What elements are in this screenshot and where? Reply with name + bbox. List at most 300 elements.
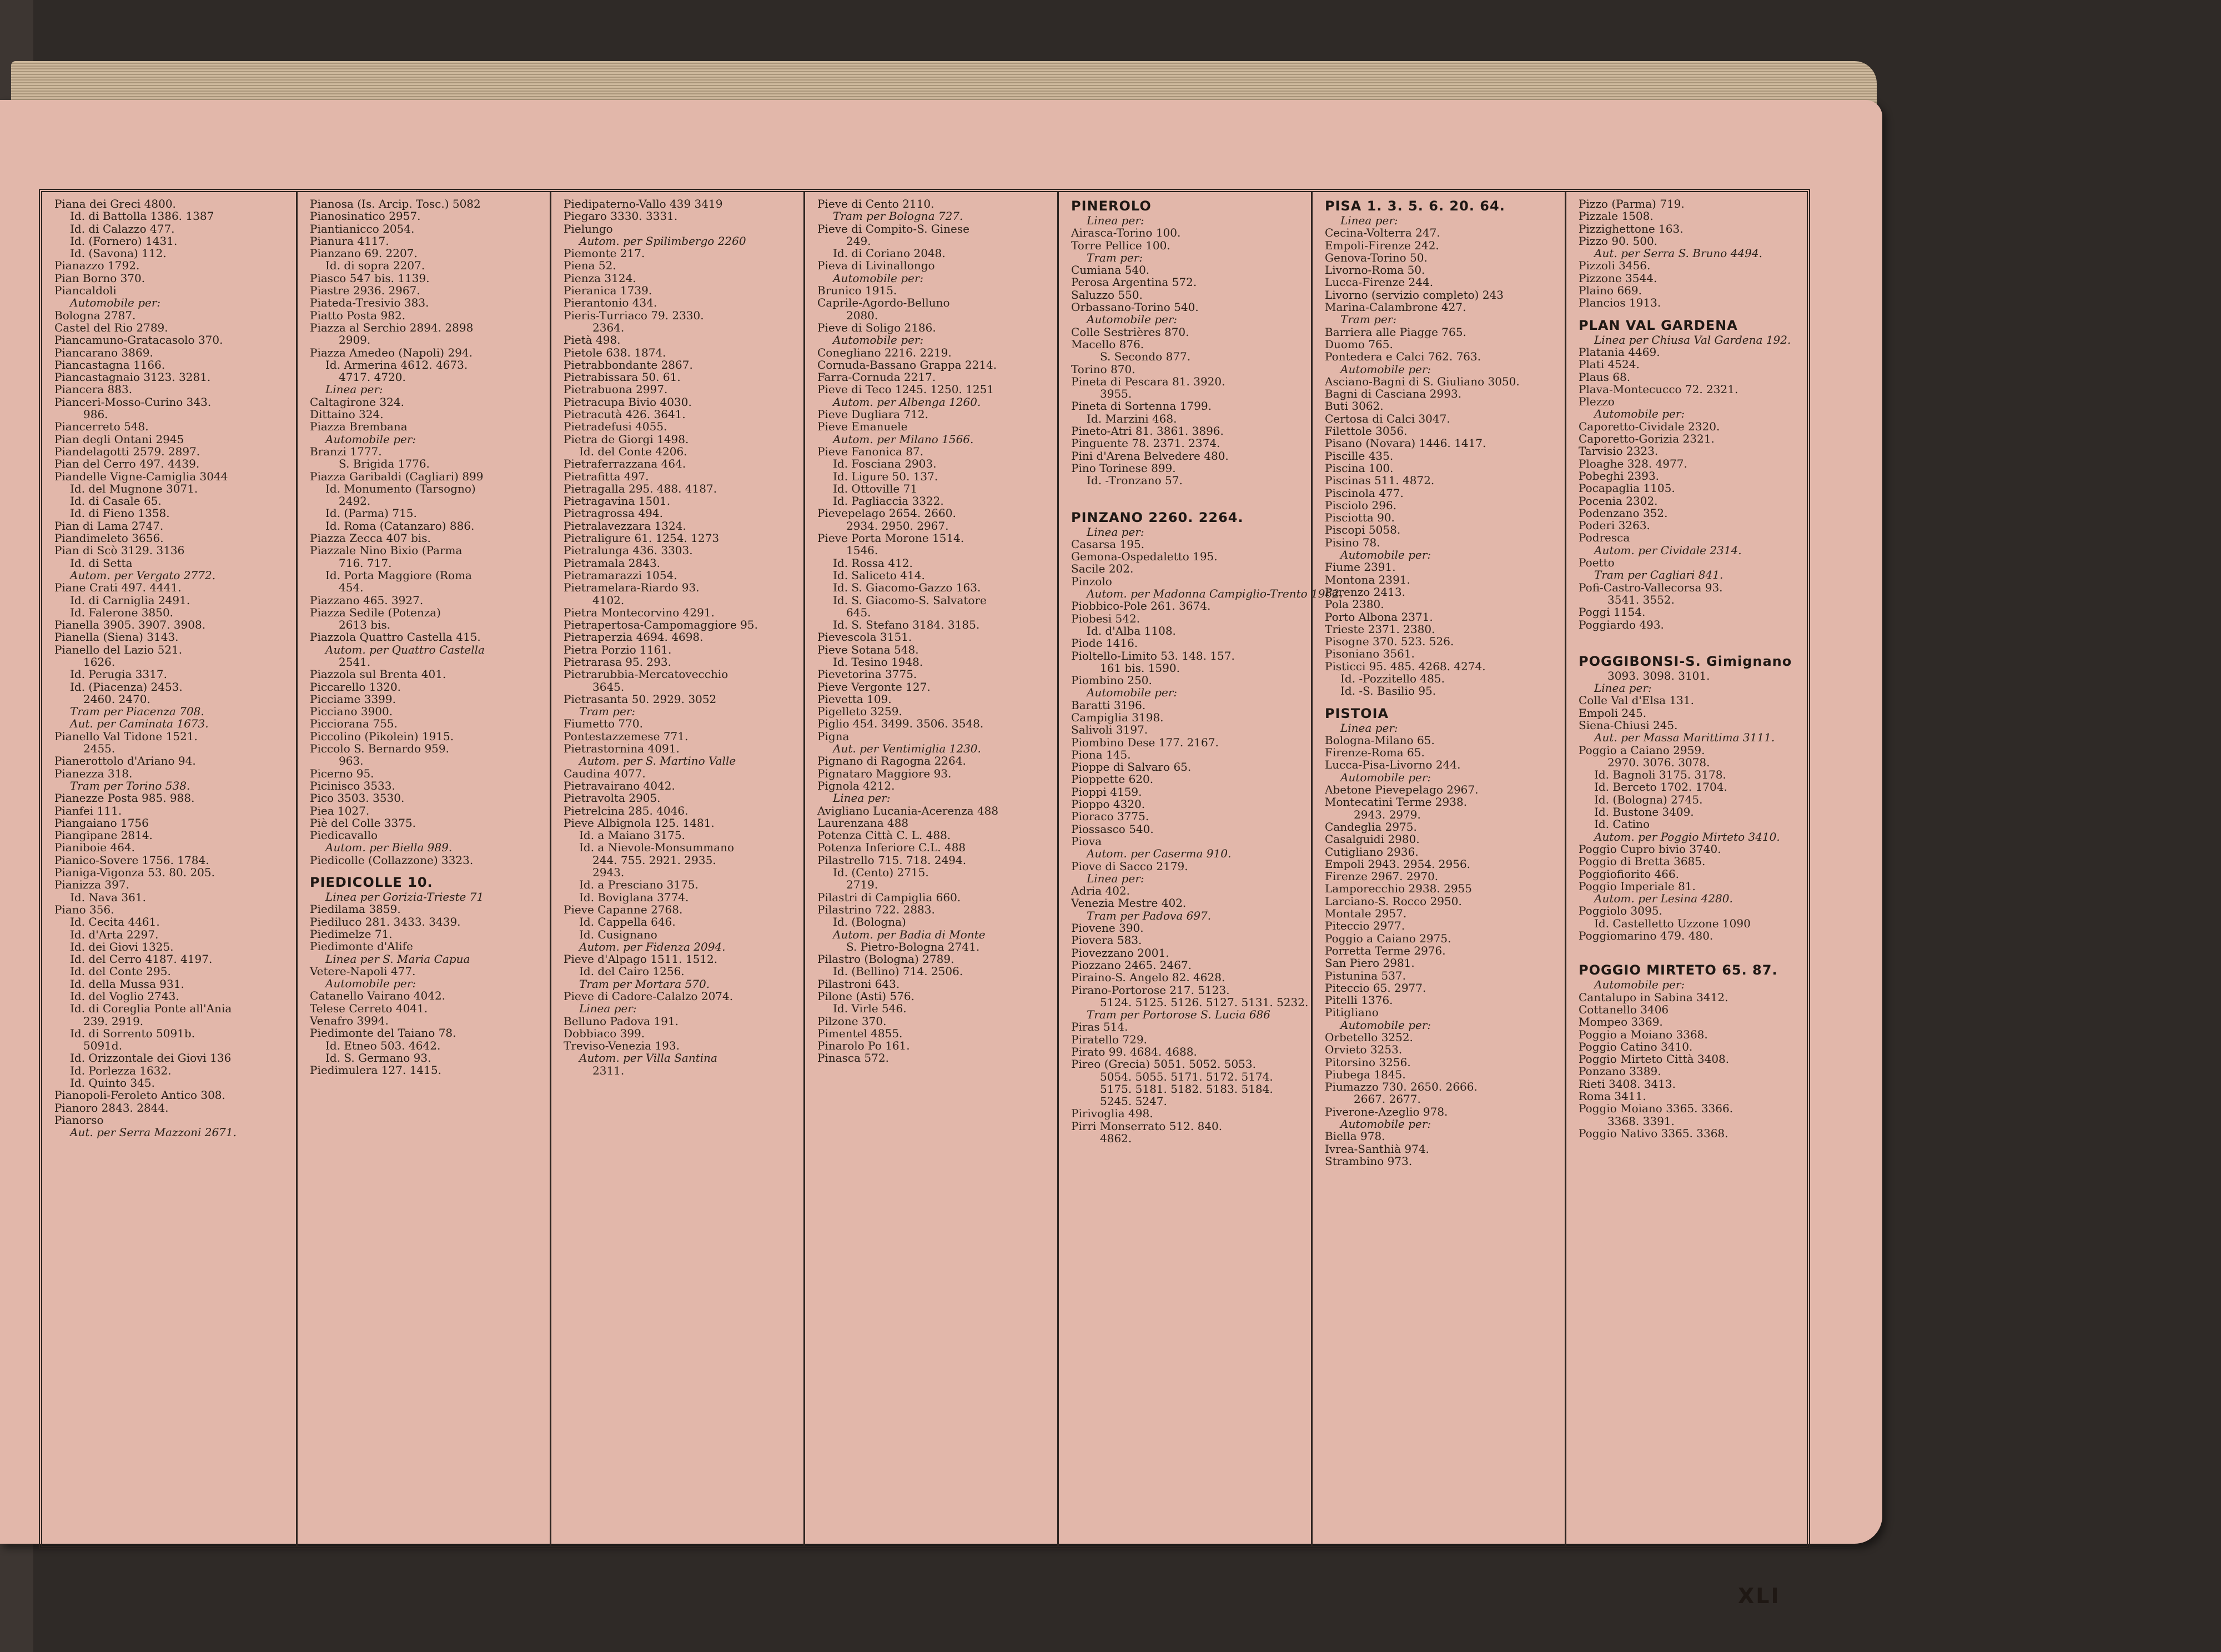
index-entry: Pisogne 370. 523. 526. [1325, 635, 1454, 649]
column-4-entries [817, 198, 1053, 1064]
index-entry: Piane Crati 497. 4441. [54, 581, 182, 595]
index-entry: Piè del Colle 3375. [310, 816, 416, 830]
index-entry: Piazzale Nino Bixio (Parma [310, 544, 463, 558]
index-entry: Autom. per Vergato 2772. [70, 568, 216, 582]
index-entry: Plancios 1913. [1579, 296, 1661, 310]
index-entry: Pino Torinese 899. [1071, 461, 1176, 475]
index-entry: Id. (Fornero) 1431. [70, 234, 178, 248]
index-entry: Pietrabuona 2997. [564, 383, 668, 396]
index-entry: Automobile per: [1087, 686, 1178, 700]
index-entry: 3093. 3098. 3101. [1607, 669, 1710, 682]
index-entry: Tram per: [1340, 313, 1397, 327]
section-heading-pinerolo: PINEROLO [1071, 198, 1152, 214]
index-entry: Pilastri di Campiglia 660. [817, 890, 961, 904]
index-entry: Linea per Chiusa Val Gardena 192. [1594, 333, 1791, 347]
index-entry: Pierantonio 434. [564, 296, 657, 310]
index-entry: Id. del Conte 295. [70, 965, 171, 978]
index-entry: Id. S. Giacomo-Gazzo 163. [833, 581, 981, 595]
index-entry: Pisoniano 3561. [1325, 647, 1415, 661]
index-entry: Pietrafitta 497. [564, 469, 649, 483]
index-entry: 161 bis. 1590. [1100, 661, 1180, 675]
index-entry: Pieris-Turriaco 79. 2330. [564, 308, 704, 322]
index-entry: Linea per: [1087, 525, 1144, 539]
index-entry: Gemona-Ospedaletto 195. [1071, 550, 1218, 564]
index-entry: Caudina 4077. [564, 766, 646, 780]
index-entry: 986. [83, 408, 108, 421]
index-entry: Pilastroni 643. [817, 977, 900, 991]
index-entry: Piancastagnaio 3123. 3281. [54, 370, 211, 384]
index-entry: Laurenzana 488 [817, 816, 909, 830]
index-entry: Piandelle Vigne-Camiglia 3044 [54, 469, 228, 483]
index-entry: Linea per: [833, 791, 891, 805]
index-entry: Id. Roma (Catanzaro) 886. [325, 519, 475, 533]
index-entry: Piancaldoli [54, 284, 117, 298]
index-entry: Pistunina 537. [1325, 968, 1406, 982]
index-entry: Pieve di Soligo 2186. [817, 320, 936, 334]
index-entry: Piumazzo 730. 2650. 2666. [1325, 1080, 1478, 1094]
index-entry: Colle Val d'Elsa 131. [1579, 694, 1694, 707]
index-entry: Pianazzo 1792. [54, 259, 140, 273]
index-entry: Poggio Mirteto Città 3408. [1579, 1052, 1730, 1066]
column-7d-entries [1579, 978, 1802, 1139]
index-entry: Piedipaterno-Vallo 439 3419 [564, 197, 723, 210]
index-entry: Torre Pellice 100. [1071, 238, 1170, 252]
index-entry: Empoli 2943. 2954. 2956. [1325, 857, 1471, 871]
index-entry: Pietrabissara 50. 61. [564, 370, 681, 384]
index-entry: Autom. per Badia di Monte [833, 927, 986, 941]
index-entry: Ivrea-Santhià 974. [1325, 1142, 1429, 1156]
index-entry: Cantalupo in Sabina 3412. [1579, 990, 1728, 1004]
index-entry: Automobile per: [1087, 313, 1178, 327]
index-entry: Aut. per Serra Mazzoni 2671. [70, 1126, 237, 1139]
index-entry: Pioppette 620. [1071, 772, 1154, 786]
index-entry: Linea per: [579, 1002, 637, 1016]
index-entry: Id. Porlezza 1632. [70, 1063, 172, 1077]
index-entry: Pilastrello 715. 718. 2494. [817, 853, 967, 867]
index-entry: Pineta di Sortenna 1799. [1071, 399, 1212, 413]
index-entry: Id. di sopra 2207. [325, 259, 425, 273]
index-entry: Id. di Fieno 1358. [70, 506, 170, 520]
index-entry: Poetto [1579, 556, 1615, 570]
index-entry: Piazza al Serchio 2894. 2898 [310, 320, 474, 334]
index-entry: Aut. per Ventimiglia 1230. [833, 742, 981, 756]
index-entry: Pietralunga 436. 3303. [564, 544, 693, 558]
index-entry: Poggiolo 3095. [1579, 904, 1662, 918]
index-entry: Id. Saliceto 414. [833, 568, 925, 582]
index-entry: Caltagirone 324. [310, 395, 404, 409]
index-entry: Id. S. Stefano 3184. 3185. [833, 618, 980, 632]
section-heading-pinzano: PINZANO 2260. 2264. [1071, 509, 1244, 525]
index-entry: Piastre 2936. 2967. [310, 284, 420, 298]
index-entry: Pieve Capanne 2768. [564, 902, 683, 916]
index-entry: Id. di Setta [70, 556, 133, 570]
index-entry: Id. Ottoville 71 [833, 481, 918, 495]
index-entry: Pilastro (Bologna) 2789. [817, 952, 954, 966]
index-entry: Pietraferrazzana 464. [564, 457, 686, 471]
index-entry: Pietralavezzara 1324. [564, 519, 686, 533]
index-entry: Plava-Montecucco 72. 2321. [1579, 382, 1738, 396]
index-entry: Pinasca 572. [817, 1051, 889, 1065]
index-entry: Piubega 1845. [1325, 1067, 1406, 1081]
index-entry: Autom. per Spilimbergo 2260 [579, 234, 746, 248]
index-entry: 2460. 2470. [83, 692, 150, 706]
index-entry: Pianezza 318. [54, 766, 133, 780]
index-entry: Poggi 1154. [1579, 605, 1646, 619]
index-entry: Autom. per Biella 989. [325, 841, 453, 855]
index-entry: 2311. [592, 1063, 625, 1077]
index-entry: Tram per Cagliari 841. [1594, 568, 1723, 582]
index-entry: Pioltello-Limito 53. 148. 157. [1071, 649, 1235, 662]
index-entry: Poderi 3263. [1579, 519, 1650, 533]
index-entry: 4102. [592, 593, 625, 607]
index-entry: Pioppo 4320. [1071, 797, 1145, 811]
index-entry: Pobeghi 2393. [1579, 469, 1660, 483]
index-entry: Pola 2380. [1325, 597, 1384, 611]
index-entry: Id. a Presciano 3175. [579, 878, 699, 892]
column-6 [1311, 192, 1565, 1546]
index-entry: Autom. per Milano 1566. [833, 432, 974, 446]
index-entry: Picerno 95. [310, 766, 374, 780]
index-entry: Pietà 498. [564, 333, 621, 347]
index-entry: Branzi 1777. [310, 444, 382, 458]
index-entry: 2943. 2979. [1354, 807, 1421, 821]
index-entry: Id. d'Alba 1108. [1087, 624, 1176, 637]
index-entry: Podenzano 352. [1579, 506, 1668, 520]
index-entry: Piovene 390. [1071, 921, 1144, 935]
index-entry: Pievepelago 2654. 2660. [817, 506, 956, 520]
index-entry: Casarsa 195. [1071, 537, 1145, 551]
index-entry: Macello 876. [1071, 337, 1144, 351]
index-entry: Automobile per: [1340, 548, 1431, 562]
index-entry: Automobile per: [325, 432, 416, 446]
column-6b-entries [1325, 722, 1560, 1168]
index-entry: Piteccio 65. 2977. [1325, 981, 1426, 995]
index-entry: Id. Falerone 3850. [70, 605, 174, 619]
index-entry: Montale 2957. [1325, 907, 1407, 921]
index-entry: Id. Armerina 4612. 4673. [325, 358, 468, 371]
index-entry: Automobile per: [1340, 1117, 1431, 1131]
index-entry: Pietracupa Bivio 4030. [564, 395, 692, 409]
section-heading-poggibonsi: POGGIBONSI-S. Gimignano [1579, 653, 1792, 669]
index-entry: Piateda-Tresivio 383. [310, 296, 429, 310]
index-entry: Castel del Rio 2789. [54, 320, 168, 334]
index-entry: Pieve di Cento 2110. [817, 197, 934, 210]
index-entry: Rieti 3408. 3413. [1579, 1077, 1676, 1091]
index-entry: Airasca-Torino 100. [1071, 226, 1181, 240]
index-entry: Pieva di Livinallongo [817, 259, 935, 273]
index-entry: Id. Berceto 1702. 1704. [1594, 780, 1727, 794]
column-3 [550, 192, 803, 1546]
index-entry: Id. -Pozzitello 485. [1340, 671, 1445, 685]
index-entry: Cornuda-Bassano Grappa 2214. [817, 358, 997, 371]
index-entry: Platania 4469. [1579, 345, 1660, 359]
index-entry: 5124. 5125. 5126. 5127. 5131. 5232. [1100, 995, 1309, 1009]
column-7b-entries [1579, 334, 1802, 631]
index-entry: Filettole 3056. [1325, 424, 1408, 438]
index-entry: 244. 755. 2921. 2935. [592, 853, 716, 867]
index-entry: Lamporecchio 2938. 2955 [1325, 882, 1472, 896]
index-entry: 3541. 3552. [1607, 592, 1675, 606]
index-entry: Pisano (Novara) 1446. 1417. [1325, 436, 1486, 450]
index-entry: Empoli 245. [1579, 706, 1647, 720]
index-entry: Id. Castelletto Uzzone 1090 [1594, 916, 1751, 930]
index-entry: Pizzo (Parma) 719. [1579, 197, 1685, 210]
index-entry: Pieve di Teco 1245. 1250. 1251 [817, 383, 994, 396]
index-entry: Porto Albona 2371. [1325, 610, 1433, 624]
index-entry: Id. di Calazzo 477. [70, 222, 175, 235]
index-entry: Piedicolle (Collazzone) 3323. [310, 853, 474, 867]
index-entry: Pisticci 95. 485. 4268. 4274. [1325, 659, 1486, 673]
index-entry: Pian di Lama 2747. [54, 519, 164, 533]
index-entry: Baratti 3196. [1071, 698, 1146, 712]
index-entry: Id. S. Germano 93. [325, 1051, 431, 1064]
index-entry: Automobile per: [1340, 1018, 1431, 1032]
index-entry: Automobile per: [1340, 770, 1431, 784]
index-entry: Potenza Inferiore C.L. 488 [817, 841, 966, 855]
index-entry: Id. del Cairo 1256. [579, 965, 685, 978]
index-entry: Pignola 4212. [817, 779, 895, 792]
index-entry: Piscinola 477. [1325, 486, 1404, 500]
index-entry: Pieve Porta Morone 1514. [817, 531, 964, 545]
index-entry: Saluzzo 550. [1071, 288, 1143, 302]
index-entry: Piancerreto 548. [54, 420, 149, 434]
index-entry: Pietrelcina 285. 4046. [564, 804, 689, 817]
index-entry: Adria 402. [1071, 884, 1130, 898]
index-entry: Picciano 3900. [310, 705, 393, 719]
index-entry: Id. (Cento) 2715. [833, 866, 929, 880]
index-entry: Pietradefusi 4055. [564, 420, 667, 434]
index-entry: Plaino 669. [1579, 284, 1642, 298]
index-frame [39, 189, 1810, 1549]
index-entry: Picciame 3399. [310, 692, 396, 706]
index-entry: Pocenia 2302. [1579, 494, 1658, 508]
index-entry: Pioppi 4159. [1071, 785, 1142, 799]
index-entry: Piandimeleto 3656. [54, 531, 164, 545]
index-entry: Piglio 454. 3499. 3506. 3548. [817, 717, 984, 731]
index-entry: 2492. [339, 494, 371, 508]
index-entry: Linea per: [1087, 214, 1144, 227]
index-entry: Id. Nava 361. [70, 890, 146, 904]
index-entry: Cutigliano 2936. [1325, 845, 1419, 858]
index-entry: Piazza Sedile (Potenza) [310, 605, 441, 619]
index-entry: Firenze-Roma 65. [1325, 746, 1425, 760]
index-entry: Id. a Nievole-Monsummano [579, 841, 735, 855]
index-entry: Larciano-S. Rocco 2950. [1325, 894, 1462, 908]
index-entry: Pianura 4117. [310, 234, 389, 248]
index-entry: Pianizza 397. [54, 878, 129, 892]
index-entry: 2455. [83, 742, 115, 756]
index-entry: Trieste 2371. 2380. [1325, 622, 1435, 636]
index-entry: Pietrarubbia-Mercatovecchio [564, 667, 728, 681]
index-entry: Pioraco 3775. [1071, 810, 1149, 824]
index-entry: Parenzo 2413. [1325, 585, 1405, 599]
index-entry: Piazzola Quattro Castella 415. [310, 630, 481, 644]
index-entry: 239. 2919. [83, 1014, 144, 1028]
index-entry: Asciano-Bagni di S. Giuliano 3050. [1325, 374, 1520, 388]
index-entry: Piazza Garibaldi (Cagliari) 899 [310, 469, 484, 483]
index-entry: 3645. [592, 680, 625, 694]
index-entry: Autom. per Quattro Castella [325, 642, 485, 656]
index-entry: Poggio a Caiano 2959. [1579, 743, 1705, 757]
index-entry: Piraino-S. Angelo 82. 4628. [1071, 971, 1225, 985]
index-entry: Id. (Piacenza) 2453. [70, 680, 183, 694]
index-entry: Id. dei Giovi 1325. [70, 940, 174, 953]
index-entry: Montecatini Terme 2938. [1325, 795, 1468, 809]
index-entry: Cecina-Volterra 247. [1325, 226, 1440, 240]
column-1-entries [54, 198, 292, 1139]
index-entry: 4862. [1100, 1132, 1132, 1146]
index-entry: Pinzolo [1071, 574, 1112, 588]
index-entry: Orbetello 3252. [1325, 1031, 1413, 1044]
index-entry: Pietramelara-Riardo 93. [564, 581, 700, 595]
index-entry: 645. [846, 605, 871, 619]
index-entry: Pisino 78. [1325, 535, 1380, 549]
index-entry: Piancamuno-Gratacasolo 370. [54, 333, 223, 347]
index-entry: Fiumetto 770. [564, 717, 643, 731]
index-entry: Pietrabbondante 2867. [564, 358, 693, 371]
index-entry: Pieve Sotana 548. [817, 642, 919, 656]
index-entry: Autom. per Villa Santina [579, 1051, 717, 1065]
index-entry: Piemonte 217. [564, 247, 645, 260]
index-entry: Poggio a Moiano 3368. [1579, 1027, 1708, 1041]
index-entry: Pianzano 69. 2207. [310, 247, 418, 260]
index-entry: Pofi-Castro-Vallecorsa 93. [1579, 580, 1723, 594]
index-entry: Id. di Battolla 1386. 1387 [70, 209, 214, 223]
index-entry: Torino 870. [1071, 362, 1135, 376]
index-entry: Pietole 638. 1874. [564, 345, 666, 359]
index-entry: Piatto Posta 982. [310, 308, 406, 322]
index-entry: Pietra Montecorvino 4291. [564, 605, 715, 619]
index-entry: Pieve Emanuele [817, 420, 908, 434]
index-entry: Pizzighettone 163. [1579, 222, 1684, 235]
index-entry: Poggiomarino 479. 480. [1579, 929, 1714, 943]
index-entry: Pianoro 2843. 2844. [54, 1101, 169, 1114]
index-entry: Id. di Sorrento 5091b. [70, 1026, 195, 1040]
index-entry: Picciorana 755. [310, 717, 398, 731]
index-entry: Automobile per: [70, 296, 161, 310]
index-entry: 1626. [83, 655, 115, 669]
index-entry: S. Brigida 1776. [339, 457, 430, 471]
index-entry: Piazza Brembana [310, 420, 408, 434]
index-entry: Linea per: [1594, 681, 1652, 695]
index-entry: Piano 356. [54, 902, 114, 916]
index-entry: Marina-Calambrone 427. [1325, 300, 1466, 314]
index-entry: Id. (Bellino) 714. 2506. [833, 965, 963, 978]
index-entry: Tram per Bologna 727. [833, 209, 963, 223]
index-entry: Pietravairano 4042. [564, 779, 675, 792]
index-entry: Pianezze Posta 985. 988. [54, 791, 195, 805]
index-entry: Bologna 2787. [54, 308, 136, 322]
index-entry: Piscinas 511. 4872. [1325, 474, 1435, 488]
index-entry: Piazzola sul Brenta 401. [310, 667, 446, 681]
index-entry: Id. Boviglana 3774. [579, 890, 689, 904]
index-entry: Poggiofiorito 466. [1579, 867, 1680, 881]
column-5 [1057, 192, 1343, 1546]
index-entry: S. Secondo 877. [1100, 350, 1191, 364]
entry-piedicolle-line: Linea per Gorizia-Trieste 71 [325, 890, 484, 904]
index-entry: Id. di Casale 65. [70, 494, 162, 508]
index-entry: Poggio Moiano 3365. 3366. [1579, 1102, 1733, 1116]
index-entry: Id. Rossa 412. [833, 556, 913, 570]
index-entry: Pioppe di Salvaro 65. [1071, 760, 1192, 774]
index-entry: Automobile per: [1340, 362, 1431, 376]
index-entry: Piantianicco 2054. [310, 222, 415, 235]
index-entry: Pienza 3124. [564, 271, 636, 285]
index-entry: Id. Bustone 3409. [1594, 805, 1694, 819]
index-entry: 2943. [592, 866, 625, 880]
index-entry: Piozzano 2465. 2467. [1071, 958, 1192, 972]
index-entry: Autom. per S. Martino Valle [579, 754, 736, 768]
index-entry: Certosa di Calci 3047. [1325, 411, 1450, 425]
index-entry: 2667. 2677. [1354, 1092, 1421, 1106]
index-entry: Livorno-Roma 50. [1325, 263, 1425, 277]
index-entry: Pizzone 3544. [1579, 271, 1657, 285]
index-entry: Barriera alle Piagge 765. [1325, 325, 1466, 339]
index-entry: Id. Porta Maggiore (Roma [325, 568, 472, 582]
index-entry: 3368. 3391. [1607, 1114, 1675, 1128]
index-entry: Linea per: [1340, 214, 1398, 227]
index-entry: Pian del Cerro 497. 4439. [54, 457, 200, 471]
section-heading-piedicolle: PIEDICOLLE 10. [310, 875, 433, 891]
index-entry: Pirano-Portorose 217. 5123. [1071, 983, 1230, 997]
index-entry: Id. di Coriano 2048. [833, 247, 946, 260]
index-entry: Id. Cusignano [579, 927, 657, 941]
index-entry: Id. della Mussa 931. [70, 977, 184, 991]
index-entry: Piancera 883. [54, 383, 133, 396]
index-entry: Pinguente 78. 2371. 2374. [1071, 436, 1220, 450]
index-entry: Pietrastornina 4091. [564, 742, 680, 756]
index-entry: Pilone (Asti) 576. [817, 990, 914, 1003]
index-entry: Ploaghe 328. 4977. [1579, 456, 1687, 470]
index-entry: Piedimonte d'Alife [310, 940, 413, 953]
index-entry: Pineto-Atri 81. 3861. 3896. [1071, 424, 1224, 438]
index-entry: Siena-Chiusi 245. [1579, 718, 1678, 732]
index-entry: Id. Monumento (Tarsogno) [325, 481, 476, 495]
index-entry: Linea per: [1340, 721, 1398, 735]
index-entry: San Piero 2981. [1325, 956, 1415, 970]
index-entry: Montona 2391. [1325, 573, 1410, 586]
index-entry: Pietramala 2843. [564, 556, 661, 570]
index-entry: Pietraperzia 4694. 4698. [564, 630, 704, 644]
index-entry: Pietragalla 295. 488. 4187. [564, 481, 717, 495]
index-entry: Automobile per: [1594, 978, 1685, 992]
index-entry: Pianosinatico 2957. [310, 209, 421, 223]
index-entry: Tram per Torino 538. [70, 779, 190, 792]
index-entry: Piode 1416. [1071, 636, 1138, 650]
index-entry: Piandelagotti 2579. 2897. [54, 444, 200, 458]
index-entry: 249. [846, 234, 871, 248]
index-entry: Piscopi 5058. [1325, 523, 1401, 537]
column-2b-entries [310, 916, 545, 1077]
index-entry: Pontedera e Calci 762. 763. [1325, 350, 1481, 364]
index-entry: Id. Pagliaccia 3322. [833, 494, 944, 508]
index-entry: Id. Marzini 468. [1087, 411, 1177, 425]
index-entry: Id. Tesino 1948. [833, 655, 923, 669]
index-entry: Pianorso [54, 1113, 104, 1127]
index-entry: 2080. [846, 308, 878, 322]
index-entry: Piccolo S. Bernardo 959. [310, 742, 449, 756]
index-entry: Pieve d'Alpago 1511. 1512. [564, 952, 718, 966]
index-entry: 2541. [339, 655, 371, 669]
index-entry: Id. (Bologna) 2745. [1594, 792, 1703, 806]
index-entry: Id. Bagnoli 3175. 3178. [1594, 768, 1726, 782]
index-entry: 2719. [846, 878, 878, 892]
index-entry: Pietrasanta 50. 2929. 3052 [564, 692, 717, 706]
index-entry: Porretta Terme 2976. [1325, 943, 1446, 957]
index-entry: Autom. per Caserma 910. [1087, 847, 1232, 861]
index-entry: Piazza Amedeo (Napoli) 294. [310, 345, 473, 359]
index-entry: Pitelli 1376. [1325, 993, 1393, 1007]
